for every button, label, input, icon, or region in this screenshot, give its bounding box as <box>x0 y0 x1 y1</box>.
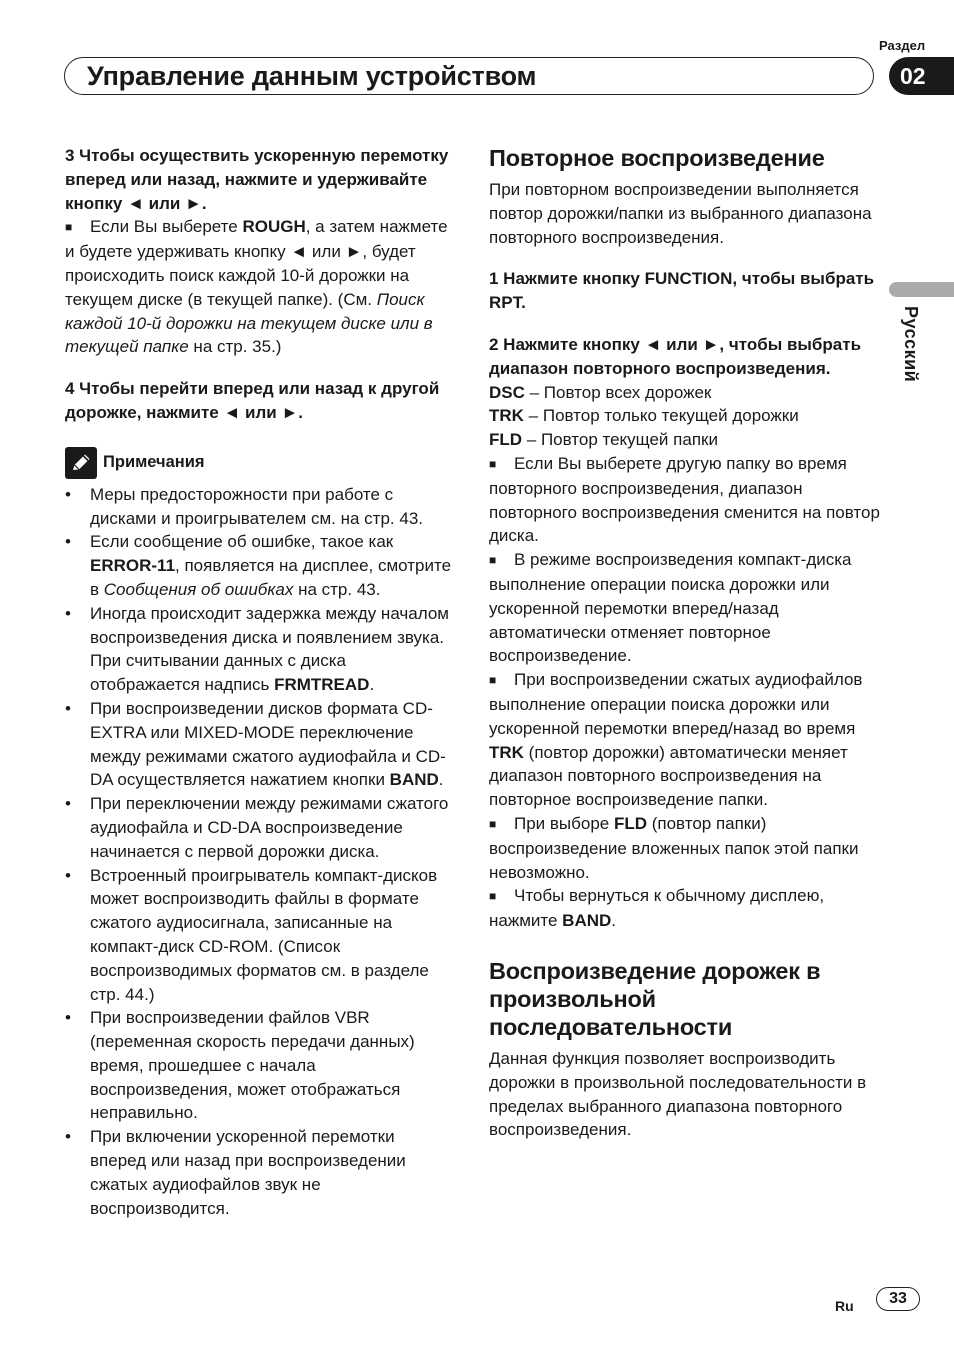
footer-language: Ru <box>835 1298 854 1314</box>
list-item: ■ В режиме воспроизведения компакт-диска выполнение операции поиска дорожки или ускоренной перемотки вперед/назад автоматически отменяет повторное воспроизведение. <box>489 550 852 666</box>
section-number-badge: 02 <box>889 57 954 95</box>
left-column <box>65 144 455 1220</box>
square-bullet-icon: ■ <box>489 673 497 688</box>
range-fld: FLD – Повтор текущей папки <box>489 430 718 450</box>
notes-header <box>65 447 455 479</box>
list-item: • Иногда происходит задержка между началом воспроизведения диска и появлением звука. При считывании данных с диска отображается надпись FRMTREAD. <box>65 602 455 697</box>
step-4-heading: 4 Чтобы перейти вперед или назад к другой дорожке, нажмите ◄ или ►. <box>65 379 440 422</box>
notes-title: Примечания <box>103 452 205 471</box>
list-item: • При воспроизведении дисков формата CD-EXTRA или MIXED-MODE переключение между режимами сжатого аудиофайла и CD-DA осуществляется нажатием кнопки BAND. <box>65 697 455 792</box>
pencil-note-icon <box>65 447 97 479</box>
square-bullet-icon: ■ <box>65 220 73 235</box>
page-number: 33 <box>876 1287 920 1311</box>
notes-list <box>65 483 455 1221</box>
language-tab-label: Русский <box>901 306 921 383</box>
list-item: ■ При выборе FLD (повтор папки) воспроизведение вложенных папок этой папки невозможно. <box>489 813 859 882</box>
step-3-heading: 3 Чтобы осуществить ускоренную перемотку вперед или назад, нажмите и удерживайте кнопку ◄ или ►. <box>65 146 449 213</box>
page-title: Управление данным устройством <box>87 61 537 91</box>
list-item: • Если сообщение об ошибке, такое как ERROR-11, появляется на дисплее, смотрите в Сообщения об ошибках на стр. 43. <box>65 530 455 601</box>
repeat-intro: При повторном воспроизведении выполняется повтор дорожки/папки из выбранного диапазона повторного воспроизведения. <box>489 180 872 247</box>
list-item: • При переключении между режимами сжатого аудиофайла и CD-DA воспроизведение начинается с первой дорожки диска. <box>65 792 455 863</box>
square-bullet-icon: ■ <box>489 456 497 471</box>
square-bullet-icon: ■ <box>489 553 497 568</box>
repeat-heading: Повторное воспроизведение <box>489 145 825 171</box>
square-bullet-icon: ■ <box>489 889 497 904</box>
range-dsc: DSC – Повтор всех дорожек <box>489 382 712 402</box>
rough-paragraph: ■ Если Вы выберете ROUGH, а затем нажмете и будете удерживать кнопку ◄ или ►, будет происходить поиск каждой 10-й дорожки на текущем диске (в текущей папке). (См. Поиск каждой 10-й дорожки на текущем диске или в текущей папке на стр. 35.) <box>65 217 448 357</box>
square-bullet-icon: ■ <box>489 816 497 831</box>
list-item: • При включении ускоренной перемотки вперед или назад при воспроизведении сжатых аудиофайлов звук не воспроизводится. <box>65 1125 455 1220</box>
step-2-heading: 2 Нажмите кнопку ◄ или ►, чтобы выбрать диапазон повторного воспроизведения. <box>489 334 862 378</box>
list-item: • Встроенный проигрыватель компакт-дисков может воспроизводить файлы в формате сжатого аудиосигнала, записанные на компакт-диск CD-ROM. (Список воспроизводимых форматов см. в разделе стр. 44.) <box>65 864 455 1007</box>
list-item: ■ Если Вы выберете другую папку во время повторного воспроизведения, диапазон повторного воспроизведения сменится на повтор диска. <box>489 453 880 546</box>
list-item: • Меры предосторожности при работе с дисками и проигрывателем см. на стр. 43. <box>65 483 455 531</box>
list-item: • При воспроизведении файлов VBR (переменная скорость передачи данных) время, прошедшее с начала воспроизведения, может отображаться неправильно. <box>65 1006 455 1125</box>
list-item: ■ При воспроизведении сжатых аудиофайлов выполнение операции поиска дорожки или ускоренной перемотки вперед/назад во время TRK (повтор дорожки) автоматически меняет диапазон повторного воспроизведения на повторное воспроизведение папки. <box>489 670 863 810</box>
language-tab-marker <box>889 282 954 297</box>
chapter-header <box>64 57 874 95</box>
step-1-heading: 1 Нажмите кнопку FUNCTION, чтобы выбрать RPT. <box>489 269 875 313</box>
random-intro: Данная функция позволяет воспроизводить дорожки в произвольной последовательности в пределах выбранного диапазона повторного воспроизведения. <box>489 1048 867 1140</box>
section-label: Раздел <box>879 38 926 53</box>
right-column <box>489 144 884 1142</box>
range-trk: TRK – Повтор только текущей дорожки <box>489 406 799 426</box>
random-heading: Воспроизведение дорожек в произвольной последовательности <box>489 957 821 1040</box>
list-item: ■ Чтобы вернуться к обычному дисплею, нажмите BAND. <box>489 886 825 931</box>
